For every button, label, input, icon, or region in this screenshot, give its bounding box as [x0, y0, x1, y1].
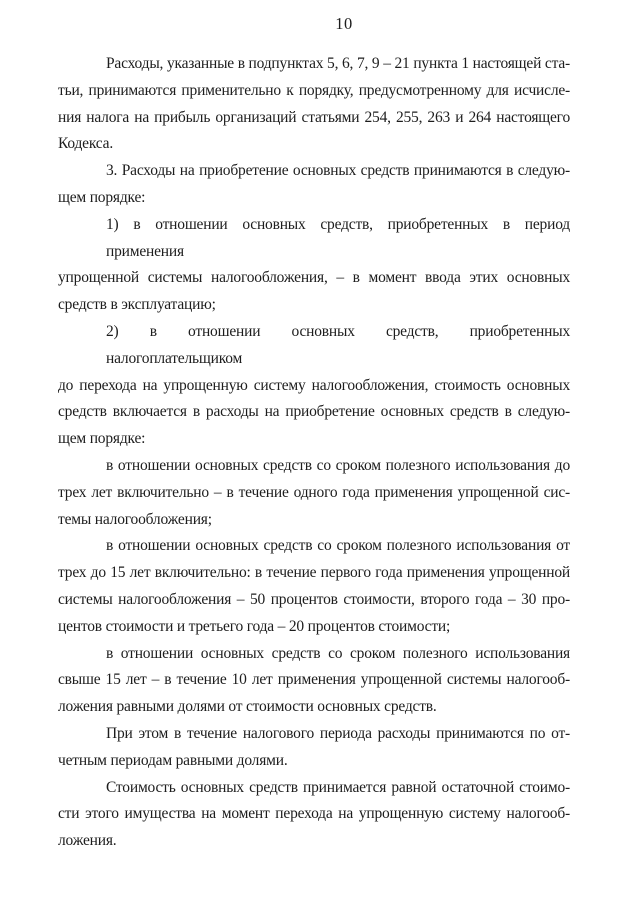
text-line: Расходы, указанные в подпунктах 5, 6, 7, 9 – 21 пункта 1 настоящей ста- [106, 55, 570, 72]
paragraph [58, 51, 570, 158]
text-line: до перехода на упрощенную систему налогообложения, стоимость основных [58, 376, 570, 394]
paragraph [58, 641, 570, 721]
paragraph [58, 453, 570, 533]
text-line: сти этого имущества на момент перехода на упрощенную систему налогооб- [58, 805, 570, 823]
text-line: трех до 15 лет включительно: в течение первого года применения упрощенной [58, 564, 570, 582]
paragraph [58, 775, 570, 855]
page-number: 10 [335, 14, 353, 33]
text-line: в отношении основных средств со сроком полезного использования от [106, 537, 570, 555]
text-line: Кодекса. [58, 135, 114, 153]
text-line: щем порядке: [58, 430, 146, 448]
text-line: ложения. [58, 832, 117, 850]
text-line: ложения равными долями от стоимости основных средств. [58, 698, 437, 716]
text-line: 1) в отношении основных средств, приобретенных в период применения [106, 215, 570, 260]
paragraph [58, 212, 570, 319]
text-line: щем порядке: [58, 188, 146, 206]
text-line: в отношении основных средств со сроком полезного использования до [106, 456, 570, 474]
text-line: средств включается в расходы на приобретение основных средств в следую- [58, 403, 570, 421]
text-line: 3. Расходы на приобретение основных средств принимаются в следую- [106, 162, 570, 180]
paragraph [58, 158, 570, 212]
paragraph [58, 721, 570, 775]
text-line: свыше 15 лет – в течение 10 лет применения упрощенной системы налогооб- [58, 671, 570, 689]
text-line: центов стоимости и третьего года – 20 процентов стоимости; [58, 617, 451, 635]
paragraph [58, 319, 570, 453]
text-line: в отношении основных средств со сроком полезного использования [106, 644, 570, 662]
text-line: средств в эксплуатацию; [58, 296, 216, 314]
text-line: четным периодам равными долями. [58, 751, 288, 769]
document-body [58, 51, 570, 855]
text-line: темы налогообложения; [58, 510, 212, 528]
text-line: трех лет включительно – в течение одного года применения упрощенной сис- [58, 483, 570, 501]
text-line: При этом в течение налогового периода расходы принимаются по от- [106, 724, 570, 742]
paragraph [58, 533, 570, 640]
text-line: системы налогообложения – 50 процентов стоимости, второго года – 30 про- [58, 590, 570, 608]
text-line: тьи, принимаются применительно к порядку, предусмотренному для исчисле- [58, 81, 570, 99]
text-line: ния налога на прибыль организаций статьями 254, 255, 263 и 264 настоящего [58, 108, 570, 126]
text-line: Стоимость основных средств принимается равной остаточной стоимо- [106, 778, 570, 796]
text-line: 2) в отношении основных средств, приобретенных налогоплательщиком [106, 322, 570, 367]
text-line: упрощенной системы налогообложения, – в момент ввода этих основных [58, 269, 570, 287]
